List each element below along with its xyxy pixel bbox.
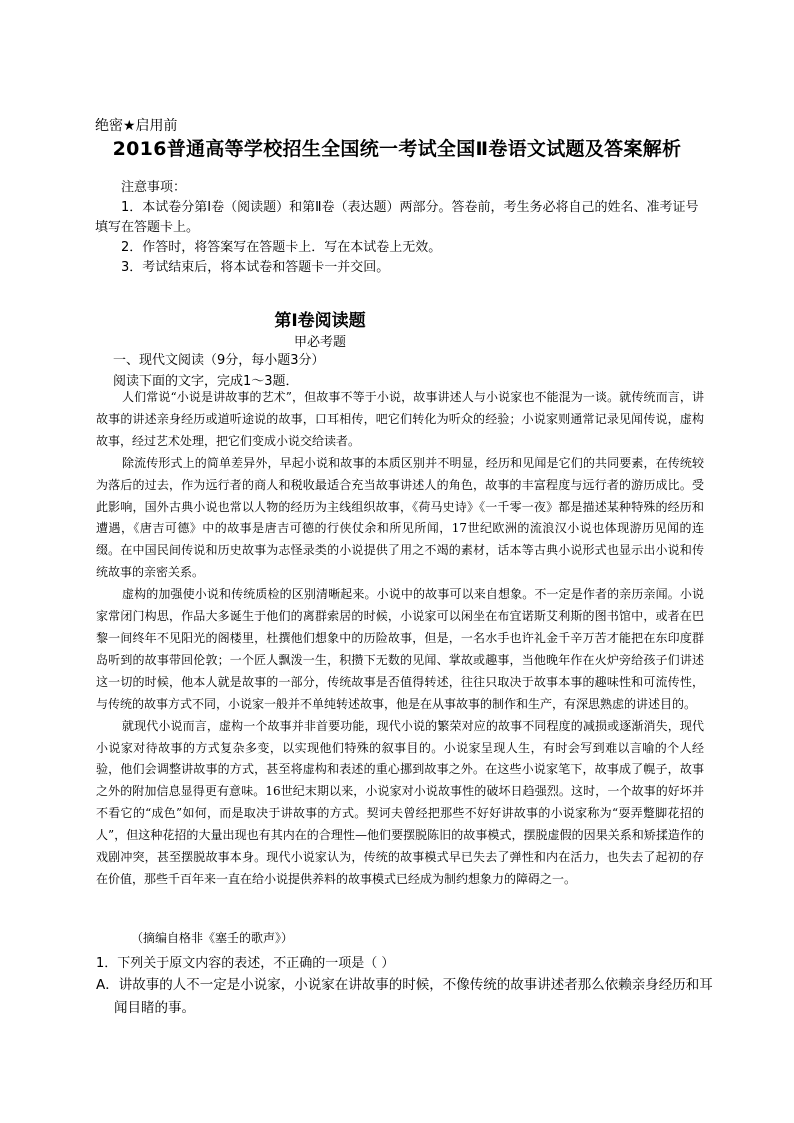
passage-source: （摘编自格非《塞壬的歌声》） (131, 931, 294, 945)
section-heading: 一、现代文阅读（9分，每小题3分） (113, 353, 325, 368)
part-title: 第Ⅰ卷阅读题 (274, 311, 366, 331)
part-subtitle: 甲必考题 (293, 335, 346, 350)
notes-heading: 注意事项： (121, 180, 187, 195)
exam-title: 2016普通高等学校招生全国统一考试全国Ⅱ卷语文试题及答案解析 (112, 138, 682, 160)
question-stem: 1．下列关于原文内容的表述，不正确的一项是（ ） (96, 956, 395, 971)
passage-paragraph: 人们常说“小说是讲故事的艺术”，但故事不等于小说，故事讲述人与小说家也不能混为一谈。就传统而言，讲故事的讲述亲身经历或道听途说的故事，口耳相传，吧它们转化为听众的经验；小说家则通常记录见闻传说，虚构故事，经过艺术处理，把它们变成小说交给读者。 (96, 390, 704, 448)
passage-paragraph: 除流传形式上的简单差异外，早起小说和故事的本质区别并不明显，经历和见闻是它们的共同要素，在传统较为落后的过去，作为远行者的商人和税收最适合充当故事讲述人的角色，故事的丰富程度与远行者的游历成比。受此影响，国外古典小说也常以人物的经历为主线组织故事，《荷马史诗》《一千零一夜》都是描述某种特殊的经历和遭遇，《唐吉可德》中的故事是唐吉可德的行侠仗余和所见所闻，17世纪欧洲的流浪汉小说也体现游历见闻的连缀。在中国民间传说和历史故事为志怪录类的小说提供了用之不竭的素材，话本等古典小说形式也显示出小说和传统故事的亲密关系。 (96, 455, 704, 580)
notes-item: 3．考试结束后，将本试卷和答题卡一并交回。 (121, 260, 390, 275)
passage-paragraph: 就现代小说而言，虚构一个故事并非首要功能，现代小说的繁荣对应的故事不同程度的减损或逐渐消失，现代小说家对待故事的方式复杂多变，以实现他们特殊的叙事目的。小说家呈现人生，有时会写到难以言喻的个人经验，他们会调整讲故事的方式，甚至将虚构和表述的重心挪到故事之外。在这些小说家笔下，故事成了幌子，故事之外的附加信息显得更有意味。16世纪末期以来，小说家对小说故事性的破坏日趋强烈。这时，一个故事的好坏并不看它的“成色”如何，而是取决于讲故事的方式。契诃夫曾经把那些不好好讲故事的小说家称为“耍弄蹩脚花招的人”，但这种花招的大量出现也有其内在的合理性—他们要摆脱陈旧的故事模式，摆脱虚假的因果关系和矫揉造作的戏剧冲突，甚至摆脱故事本身。现代小说家认为，传统的故事模式早已失去了弹性和内在活力，也失去了起初的存在价值，那些千百年来一直在给小说提供养料的故事模式已经成为制约想象力的障碍之一。 (96, 718, 704, 886)
reading-instruction: 阅读下面的文字，完成1～3题． (113, 374, 299, 389)
passage-paragraph: 虚构的加强使小说和传统质检的区别清晰起来。小说中的故事可以来自想象。不一定是作者的亲历亲闻。小说家常闭门构思，作品大多诞生于他们的离群索居的时候，小说家可以闲坐在布宜诺斯艾利斯的图书馆中，或者在巴黎一间终年不见阳光的阁楼里，杜撰他们想象中的历险故事，但是，一名水手也许礼金千辛万苦才能把在东印度群岛听到的故事带回伦敦；一个匠人飘泼一生，积攒下无数的见闻、掌故或趣事，当他晚年作在火炉旁给孩子们讲述这一切的时候，他本人就是故事的一部分，传统故事是否值得转述，往往只取决于故事本事的趣味性和可流传性，与传统的故事方式不同，小说家一般并不单纯转述故事，他是在从事故事的制作和生产，有深思熟虑的讲述目的。 (96, 587, 704, 711)
secret-label: 绝密★启用前 (95, 118, 178, 134)
question-option-a: A．讲故事的人不一定是小说家，小说家在讲故事的时候，不像传统的故事讲述者那么依赖亲身经历和耳闻目睹的事。 (96, 977, 713, 1016)
exam-notes (95, 178, 705, 278)
reading-passage (96, 387, 704, 891)
notes-item: 1．本试卷分第Ⅰ卷（阅读题）和第Ⅱ卷（表达题）两部分。答卷前，考生务必将自己的姓名、准考证号填写在答题卡上。 (95, 200, 699, 235)
notes-item: 2．作答时，将答案写在答题卡上．写在本试卷上无效。 (121, 240, 442, 255)
